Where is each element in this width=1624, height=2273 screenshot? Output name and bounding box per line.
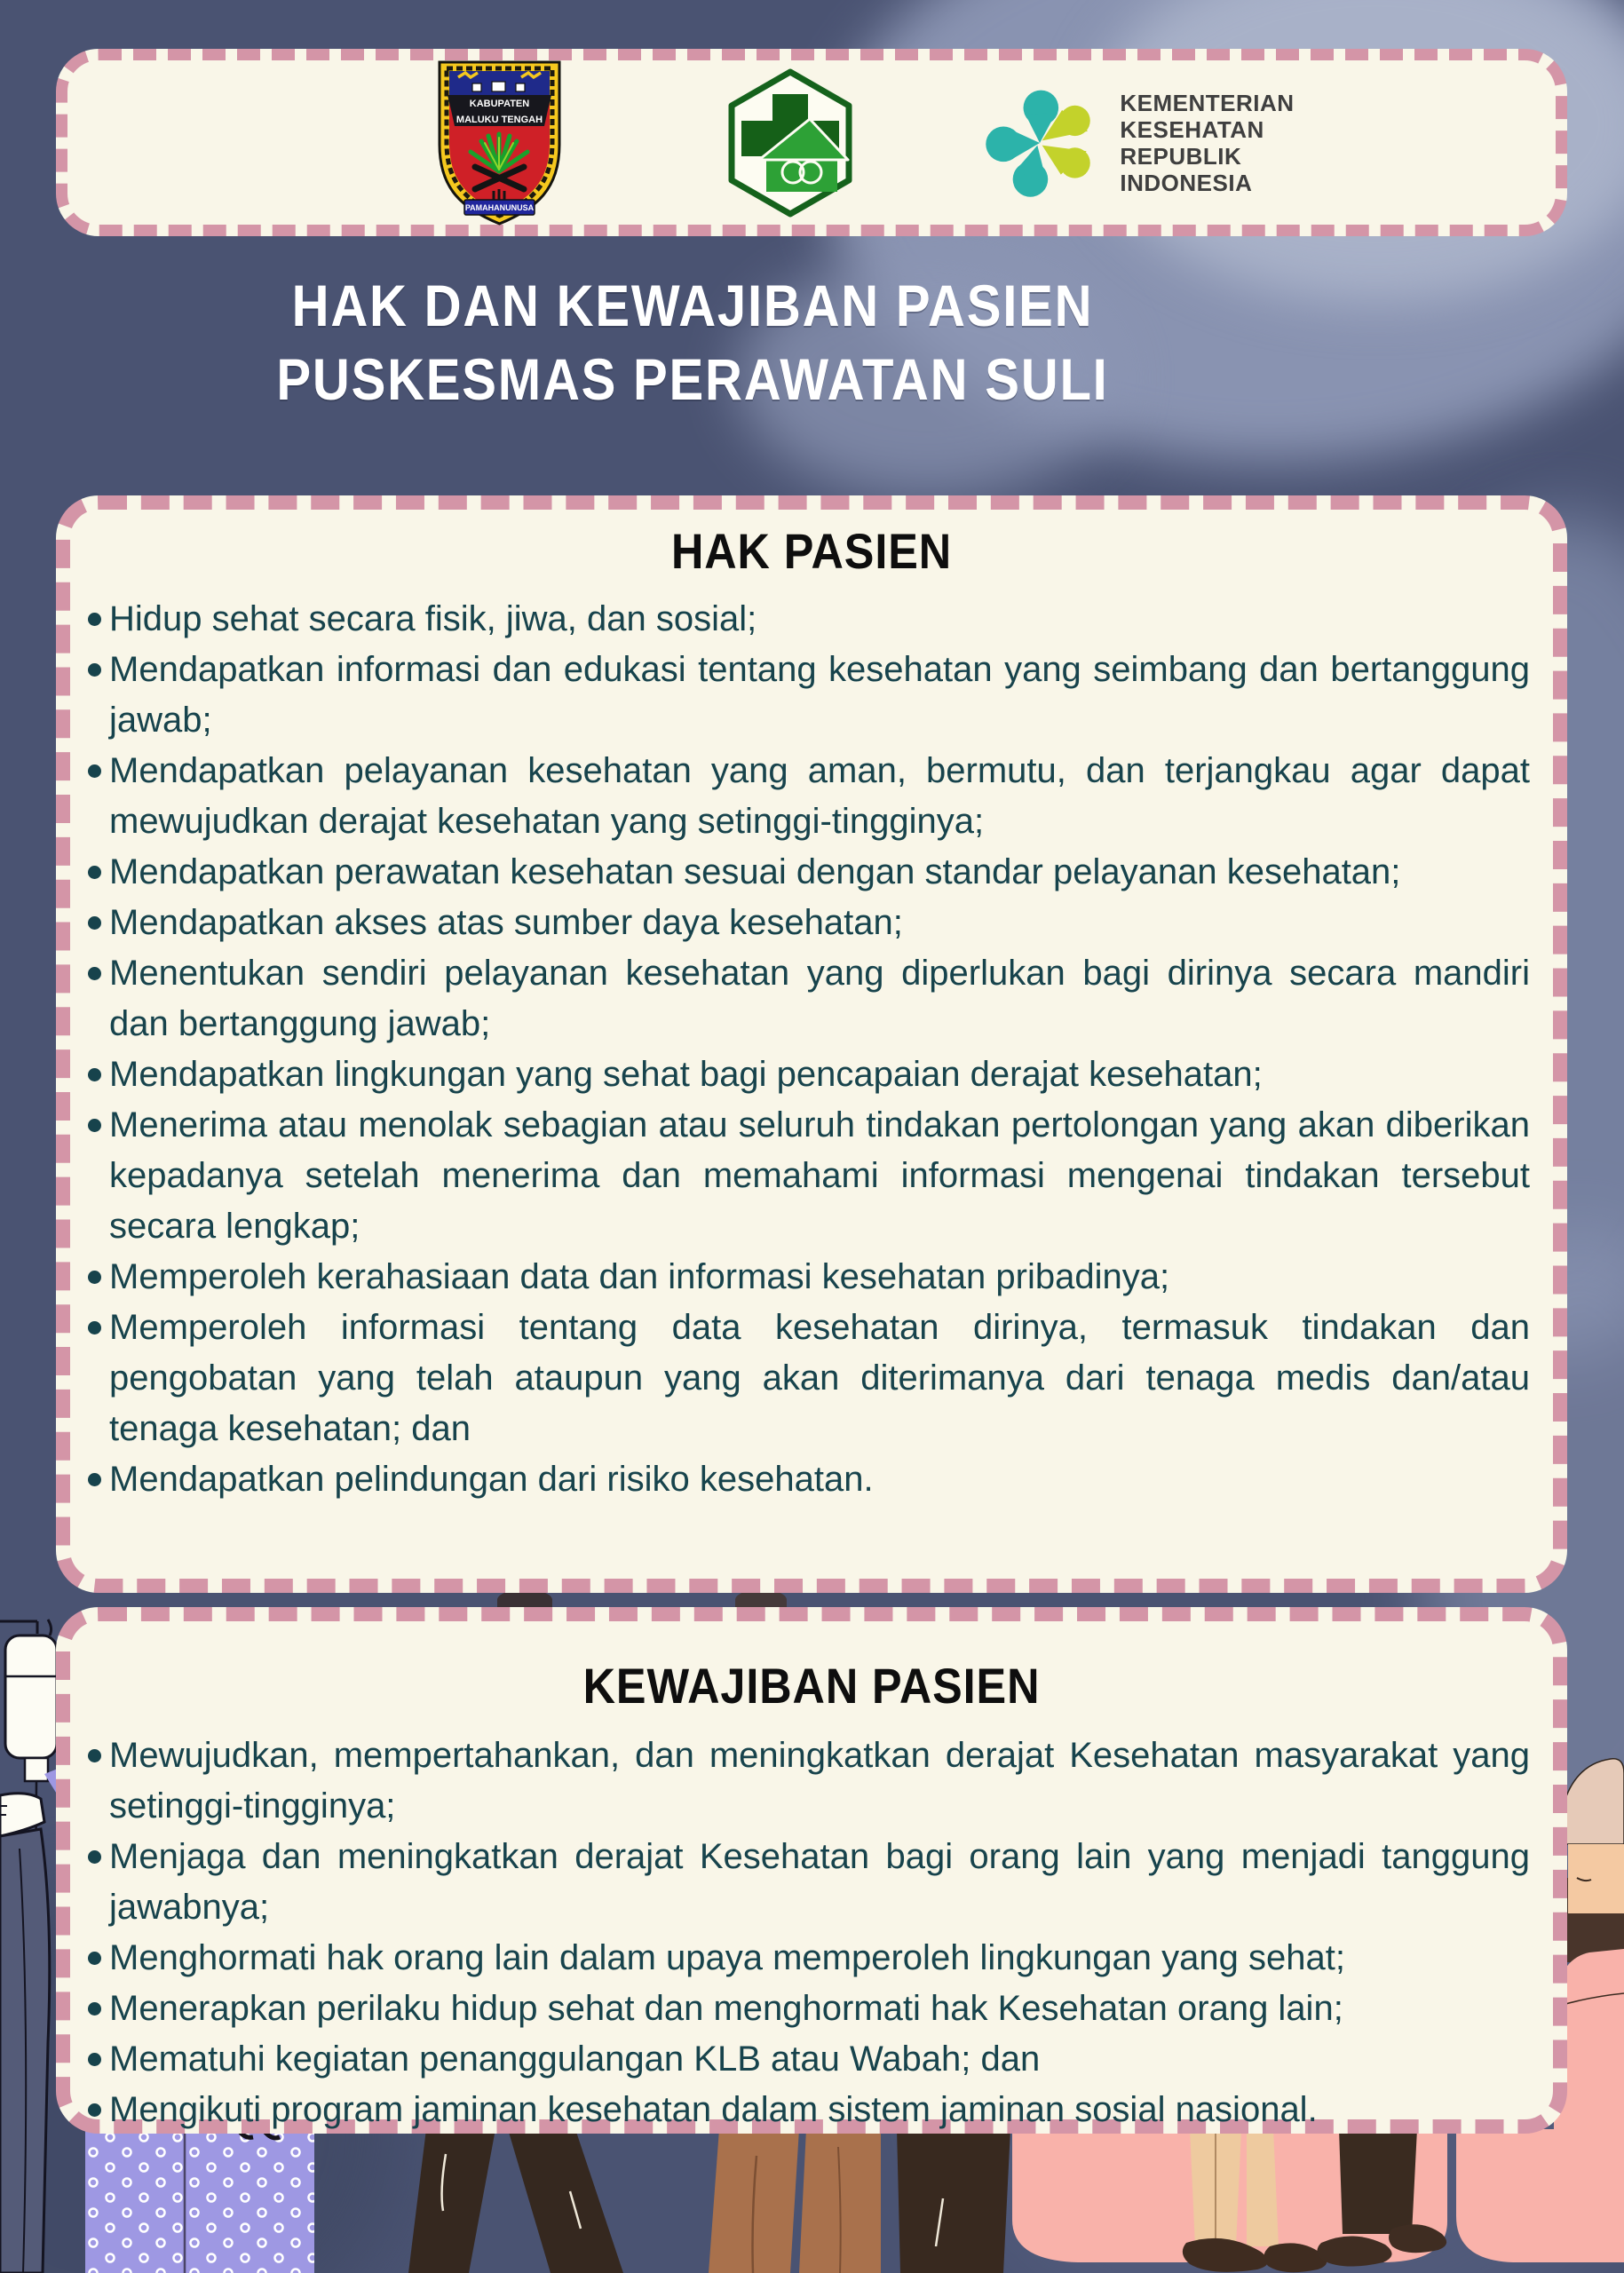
emblem-top-label: KABUPATEN — [470, 98, 530, 109]
list-item: Memperoleh informasi tentang data kesehatan dirinya, termasuk tindakan dan pengobatan yang telah ataupun yang akan diterimanya dari tenaga medis dan/atau tenaga kesehatan; dan — [109, 1303, 1530, 1454]
list-item: Menghormati hak orang lain dalam upaya memperoleh lingkungan yang sehat; — [109, 1933, 1530, 1984]
maluku-tengah-emblem-logo — [435, 59, 564, 226]
page-title-line2: PUSKESMAS PERAWATAN SULI — [276, 346, 1109, 412]
list-item: Mewujudkan, mempertahankan, dan meningkatkan derajat Kesehatan masyarakat yang setinggi-tingginya; — [109, 1730, 1530, 1832]
kewajiban-pasien-body — [70, 1730, 1553, 2135]
hak-pasien-card — [56, 495, 1567, 1593]
list-item: Mematuhi kegiatan penanggulangan KLB atau Wabah; dan — [109, 2034, 1530, 2085]
hak-pasien-list — [84, 594, 1530, 1505]
list-item: Hidup sehat secara fisik, jiwa, dan sosial; — [109, 594, 1530, 645]
kewajiban-pasien-heading: KEWAJIBAN PASIEN — [582, 1658, 1041, 1714]
kewajiban-pasien-list — [84, 1730, 1530, 2135]
kewajiban-pasien-card — [56, 1607, 1567, 2134]
kemenkes-logo-group — [981, 84, 1294, 202]
list-item: Mendapatkan akses atas sumber daya kesehatan; — [109, 898, 1530, 948]
list-item: Mendapatkan pelayanan kesehatan yang aman, bermutu, dan terjangkau agar dapat mewujudkan derajat kesehatan yang setinggi-tingginya; — [109, 746, 1530, 847]
kemenkes-line: REPUBLIK — [1120, 142, 1242, 170]
kemenkes-wordmark — [1120, 90, 1294, 196]
list-item: Mendapatkan pelindungan dari risiko kesehatan. — [109, 1454, 1530, 1505]
page-title-line1: HAK DAN KEWAJIBAN PASIEN — [291, 273, 1094, 338]
list-item: Memperoleh kerahasiaan data dan informasi kesehatan pribadinya; — [109, 1252, 1530, 1303]
puskesmas-logo — [724, 67, 857, 218]
emblem-ribbon-label: PAMAHANUNUSA — [465, 202, 535, 212]
list-item: Menentukan sendiri pelayanan kesehatan yang diperlukan bagi dirinya secara mandiri dan bertanggung jawab; — [109, 948, 1530, 1049]
hak-pasien-body — [70, 594, 1553, 1505]
hak-pasien-heading: HAK PASIEN — [670, 523, 953, 579]
emblem-mid-label: MALUKU TENGAH — [456, 114, 543, 125]
logo-row — [67, 60, 1556, 225]
kemenkes-logo — [981, 84, 1098, 202]
kemenkes-line: KESEHATAN — [1120, 115, 1264, 143]
list-item: Mendapatkan lingkungan yang sehat bagi pencapaian derajat kesehatan; — [109, 1049, 1530, 1100]
crowd-legs-illustration — [0, 2129, 1624, 2273]
kemenkes-line: KEMENTERIAN — [1120, 89, 1295, 116]
list-item: Mendapatkan informasi dan edukasi tentang kesehatan yang seimbang dan bertanggung jawab; — [109, 645, 1530, 746]
list-item: Mengikuti program jaminan kesehatan dalam sistem jaminan sosial nasional. — [109, 2085, 1530, 2135]
header-logo-card — [56, 49, 1567, 236]
kemenkes-line: INDONESIA — [1120, 169, 1253, 196]
list-item: Menerapkan perilaku hidup sehat dan menghormati hak Kesehatan orang lain; — [109, 1984, 1530, 2034]
list-item: Mendapatkan perawatan kesehatan sesuai dengan standar pelayanan kesehatan; — [109, 847, 1530, 898]
list-item: Menerima atau menolak sebagian atau seluruh tindakan pertolongan yang akan diberikan kepadanya setelah menerima dan memahami informasi mengenai tindakan tersebut secara lengkap; — [109, 1100, 1530, 1252]
page-title — [83, 269, 1303, 416]
list-item: Menjaga dan meningkatkan derajat Kesehatan bagi orang lain yang menjadi tanggung jawabnya; — [109, 1832, 1530, 1933]
